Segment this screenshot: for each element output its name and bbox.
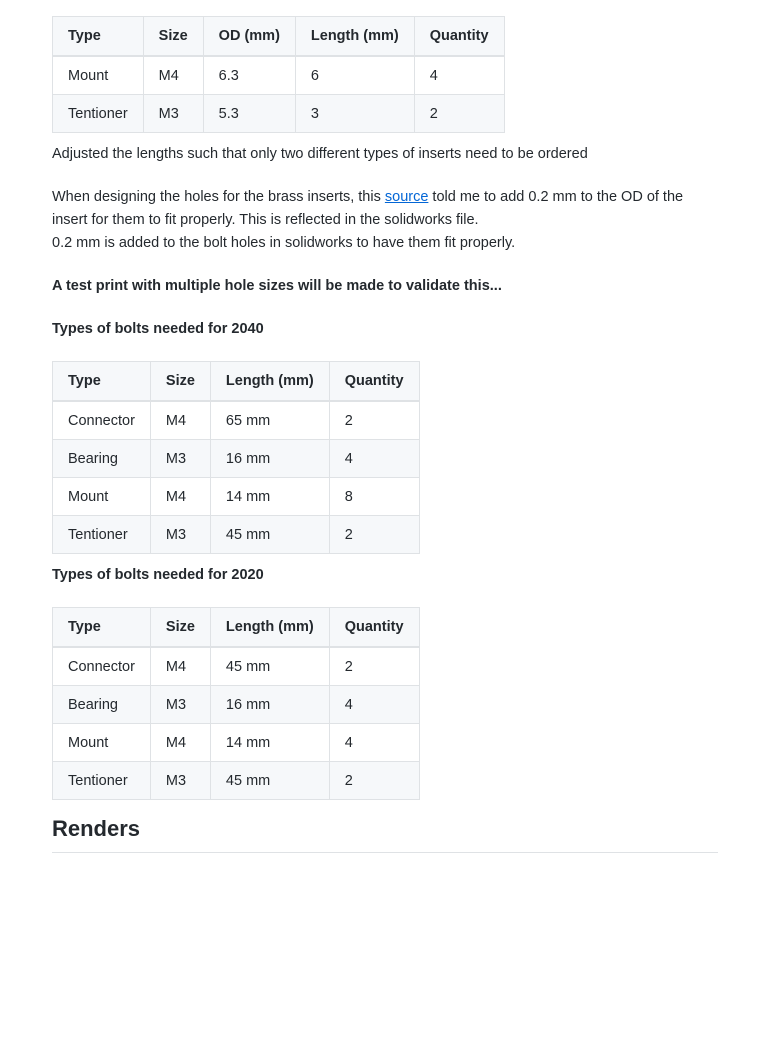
- table-row: [53, 56, 505, 95]
- table-header-row: [53, 17, 505, 57]
- table-cell: Mount: [53, 478, 151, 516]
- table-header-cell: Quantity: [414, 17, 504, 57]
- table-header-cell: Type: [53, 362, 151, 402]
- table-cell: M4: [150, 724, 210, 762]
- table-header-cell: OD (mm): [203, 17, 295, 57]
- table-row: [53, 762, 420, 800]
- table-cell: 16 mm: [210, 440, 329, 478]
- table-cell: 6: [295, 56, 414, 95]
- table-cell: Connector: [53, 647, 151, 686]
- designing-text-before: When designing the holes for the brass inserts, this: [52, 189, 385, 205]
- bolts-2020-heading: Types of bolts needed for 2020: [52, 567, 264, 583]
- table-header-cell: Quantity: [329, 362, 419, 402]
- table-cell: 45 mm: [210, 647, 329, 686]
- bolt-holes-text: 0.2 mm is added to the bolt holes in solidworks to have them fit properly.: [52, 235, 516, 251]
- table-cell: M4: [150, 647, 210, 686]
- table-cell: 2: [329, 647, 419, 686]
- table-cell: 4: [329, 724, 419, 762]
- table-row: [53, 440, 420, 478]
- table-cell: 4: [329, 440, 419, 478]
- table-header-cell: Length (mm): [295, 17, 414, 57]
- bolts-2040-heading: Types of bolts needed for 2040: [52, 321, 264, 337]
- source-link[interactable]: source: [384, 189, 429, 205]
- table-header-cell: Size: [150, 608, 210, 648]
- table-header-cell: Quantity: [329, 608, 419, 648]
- table-header-cell: Size: [143, 17, 203, 57]
- table-cell: M4: [150, 478, 210, 516]
- table-header-cell: Length (mm): [210, 608, 329, 648]
- table-cell: 2: [414, 95, 504, 133]
- table-cell: M3: [150, 762, 210, 800]
- table-cell: M4: [150, 401, 210, 440]
- table-row: [53, 401, 420, 440]
- table-cell: Tentioner: [53, 95, 144, 133]
- table-cell: 2: [329, 516, 419, 554]
- table-row: [53, 478, 420, 516]
- table-cell: 65 mm: [210, 401, 329, 440]
- table-cell: 5.3: [203, 95, 295, 133]
- table-cell: 8: [329, 478, 419, 516]
- test-print-note: A test print with multiple hole sizes will be made to validate this...: [52, 278, 502, 294]
- table-cell: 4: [414, 56, 504, 95]
- table-cell: Tentioner: [53, 516, 151, 554]
- table-header-cell: Size: [150, 362, 210, 402]
- table-header-cell: Type: [53, 608, 151, 648]
- table-cell: 45 mm: [210, 762, 329, 800]
- table-cell: 2: [329, 762, 419, 800]
- table-cell: 14 mm: [210, 724, 329, 762]
- bolts-2020-table: [52, 607, 420, 800]
- designing-text-after: told me to add 0.2 mm to the OD of the insert for them to fit properly. This is reflected in the solidworks file.: [52, 189, 684, 228]
- table-cell: M4: [143, 56, 203, 95]
- inserts-table: [52, 16, 505, 133]
- document-content: [52, 16, 718, 853]
- table-cell: 16 mm: [210, 686, 329, 724]
- table-row: [53, 516, 420, 554]
- table-cell: 14 mm: [210, 478, 329, 516]
- designing-paragraph: [52, 186, 718, 255]
- table-cell: 6.3: [203, 56, 295, 95]
- table-cell: Bearing: [53, 440, 151, 478]
- table-row: [53, 724, 420, 762]
- table-cell: 45 mm: [210, 516, 329, 554]
- table-cell: 4: [329, 686, 419, 724]
- bolts-2040-table: [52, 361, 420, 554]
- renders-heading: Renders: [52, 816, 718, 853]
- table-cell: Mount: [53, 724, 151, 762]
- table-cell: Bearing: [53, 686, 151, 724]
- table-row: [53, 647, 420, 686]
- table-header-cell: Type: [53, 17, 144, 57]
- table-cell: M3: [143, 95, 203, 133]
- adjusted-lengths-paragraph: Adjusted the lengths such that only two different types of inserts need to be ordered: [52, 146, 588, 162]
- table-cell: M3: [150, 516, 210, 554]
- table-row: [53, 95, 505, 133]
- table-cell: Tentioner: [53, 762, 151, 800]
- table-cell: M3: [150, 440, 210, 478]
- table-header-row: [53, 608, 420, 648]
- table-header-cell: Length (mm): [210, 362, 329, 402]
- table-row: [53, 686, 420, 724]
- table-header-row: [53, 362, 420, 402]
- table-cell: 2: [329, 401, 419, 440]
- table-cell: M3: [150, 686, 210, 724]
- table-cell: 3: [295, 95, 414, 133]
- table-cell: Connector: [53, 401, 151, 440]
- table-cell: Mount: [53, 56, 144, 95]
